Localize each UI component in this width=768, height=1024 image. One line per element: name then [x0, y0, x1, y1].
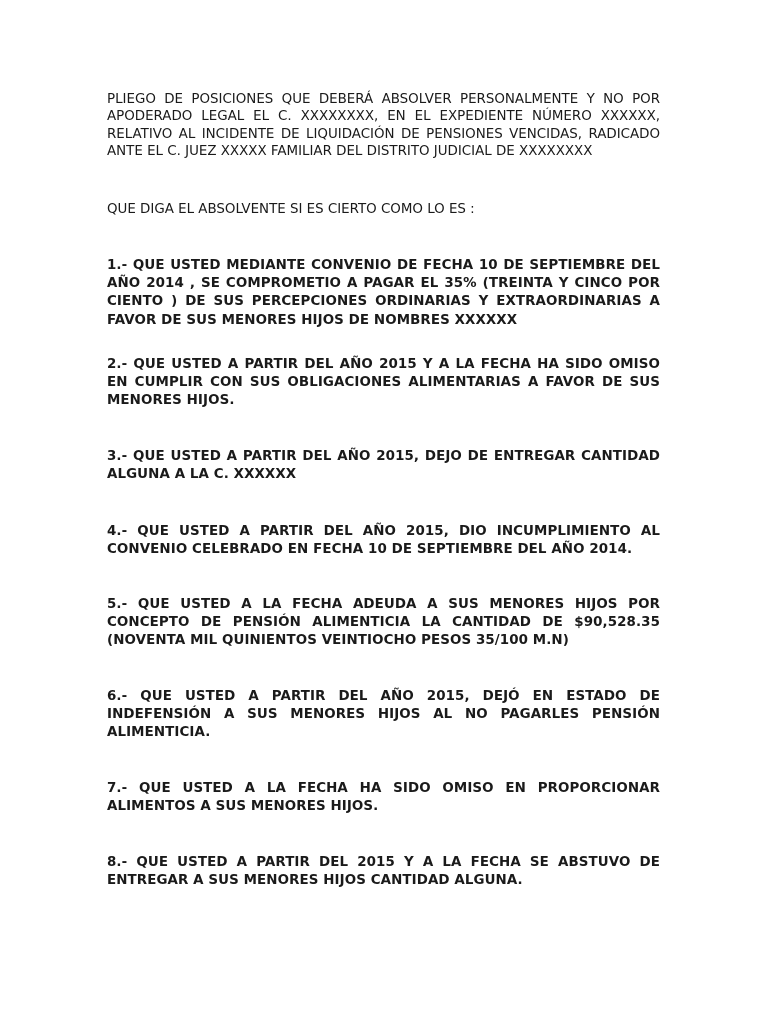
document-intro: PLIEGO DE POSICIONES QUE DEBERÁ ABSOLVER PERSONALMENTE Y NO POR APODERADO LEGAL EL C. XXXXXXXX, EN EL EXPEDIENTE NÚMERO XXXXXX, RELATIVO AL INCIDENTE DE LIQUIDACIÓN DE PENSIONES VENCIDAS, RADICADO ANTE EL C. JUEZ XXXXX FAMILIAR DEL DISTRITO JUDICIAL DE XXXXXXXX — [107, 92, 660, 159]
position-item-2: 2.- QUE USTED A PARTIR DEL AÑO 2015 Y A LA FECHA HA SIDO OMISO EN CUMPLIR CON SUS OBLIGACIONES ALIMENTARIAS A FAVOR DE SUS MENORES HIJOS. — [107, 357, 660, 409]
position-item-4: 4.- QUE USTED A PARTIR DEL AÑO 2015, DIO INCUMPLIMIENTO AL CONVENIO CELEBRADO EN FECHA 10 DE SEPTIEMBRE DEL AÑO 2014. — [107, 524, 660, 558]
position-item-3: 3.- QUE USTED A PARTIR DEL AÑO 2015, DEJO DE ENTREGAR CANTIDAD ALGUNA A LA C. XXXXXX — [107, 449, 660, 483]
position-item-8: 8.- QUE USTED A PARTIR DEL 2015 Y A LA FECHA SE ABSTUVO DE ENTREGAR A SUS MENORES HIJOS CANTIDAD ALGUNA. — [107, 855, 660, 889]
position-item-1: 1.- QUE USTED MEDIANTE CONVENIO DE FECHA 10 DE SEPTIEMBRE DEL AÑO 2014 , SE COMPROMETIO A PAGAR EL 35% (TREINTA Y CINCO POR CIENTO ) DE SUS PERCEPCIONES ORDINARIAS Y EXTRAORDINARIAS A FAVOR DE SUS MENORES HIJOS DE NOMBRES XXXXXX — [107, 258, 660, 328]
document-lead: QUE DIGA EL ABSOLVENTE SI ES CIERTO COMO LO ES : — [107, 202, 475, 217]
position-item-5: 5.- QUE USTED A LA FECHA ADEUDA A SUS MENORES HIJOS POR CONCEPTO DE PENSIÓN ALIMENTICIA LA CANTIDAD DE $90,528.35 (NOVENTA MIL QUINIENTOS VEINTIOCHO PESOS 35/100 M.N) — [107, 597, 660, 649]
document-page — [107, 91, 660, 889]
position-item-7: 7.- QUE USTED A LA FECHA HA SIDO OMISO EN PROPORCIONAR ALIMENTOS A SUS MENORES HIJOS. — [107, 781, 660, 815]
position-item-6: 6.- QUE USTED A PARTIR DEL AÑO 2015, DEJÓ EN ESTADO DE INDEFENSIÓN A SUS MENORES HIJOS AL NO PAGARLES PENSIÓN ALIMENTICIA. — [107, 689, 660, 741]
